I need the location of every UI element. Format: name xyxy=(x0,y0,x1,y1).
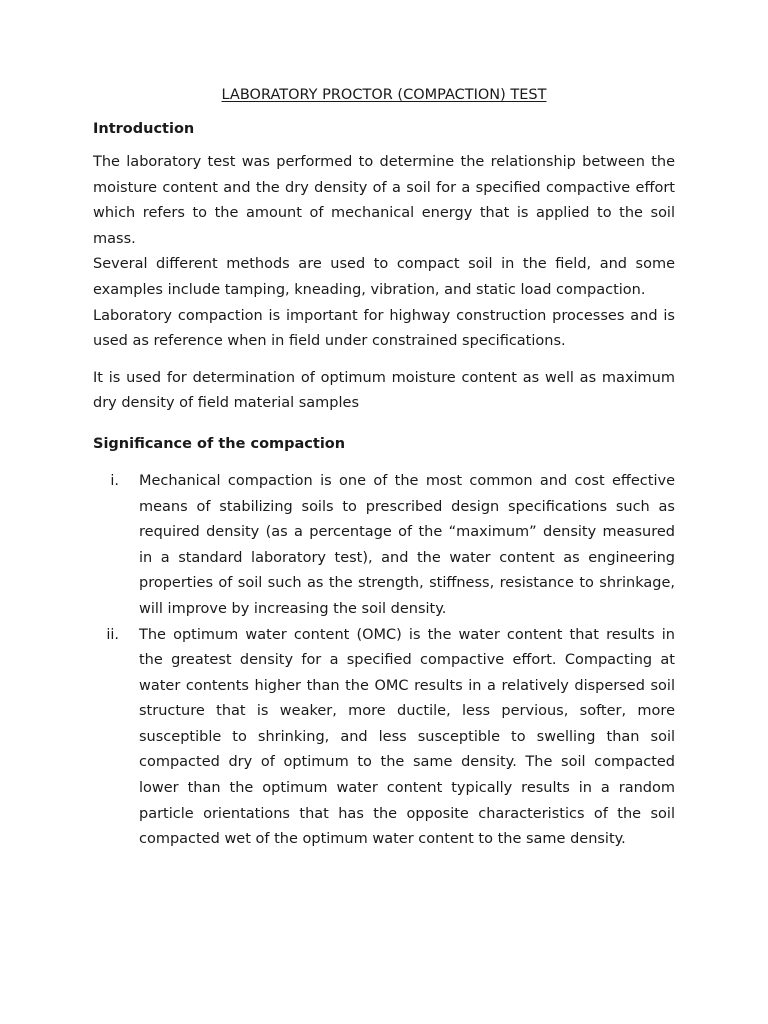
list-marker: ii. xyxy=(106,626,119,643)
section-heading-introduction: Introduction xyxy=(93,121,195,137)
intro-paragraph-1: The laboratory test was performed to determine the relationship between the moisture content and the dry density of a soil for a specified compactive effort which refers to the amount of mechanical energy that is applied to the soil mass. xyxy=(93,154,675,247)
list-item-text: Mechanical compaction is one of the most common and cost effective means of stabilizing soils to prescribed design specifications such as required density (as a percentage of the “maximum” density measured in a standard laboratory test), and the water content as engineering properties of soil such as the strength, stiffness, resistance to shrinkage, will improve by increasing the soil density. xyxy=(139,472,675,617)
list-item xyxy=(93,469,675,623)
significance-list xyxy=(93,469,675,853)
intro-paragraph-4: It is used for determination of optimum moisture content as well as maximum dry density of field material samples xyxy=(93,369,675,412)
list-marker: i. xyxy=(110,472,119,489)
intro-paragraph-3: Laboratory compaction is important for highway construction processes and is used as reference when in field under constrained specifications. xyxy=(93,307,675,350)
intro-paragraph-2: Several different methods are used to compact soil in the field, and some examples include tamping, kneading, vibration, and static load compaction. xyxy=(93,256,675,298)
section-heading-significance: Significance of the compaction xyxy=(93,435,346,452)
document-page xyxy=(93,84,675,853)
document-title: LABORATORY PROCTOR (COMPACTION) TEST xyxy=(221,87,547,103)
list-item-text: The optimum water content (OMC) is the water content that results in the greatest density for a specified compactive effort. Compacting at water contents higher than the OMC results in a relatively dispersed soil structure that is weaker, more ductile, less pervious, softer, more susceptible to shrinking, and less susceptible to swelling than soil compacted dry of optimum to the same density. The soil compacted lower than the optimum water content typically results in a random particle orientations that has the opposite characteristics of the soil compacted wet of the optimum water content to the same density. xyxy=(139,626,675,848)
list-item xyxy=(93,623,675,853)
